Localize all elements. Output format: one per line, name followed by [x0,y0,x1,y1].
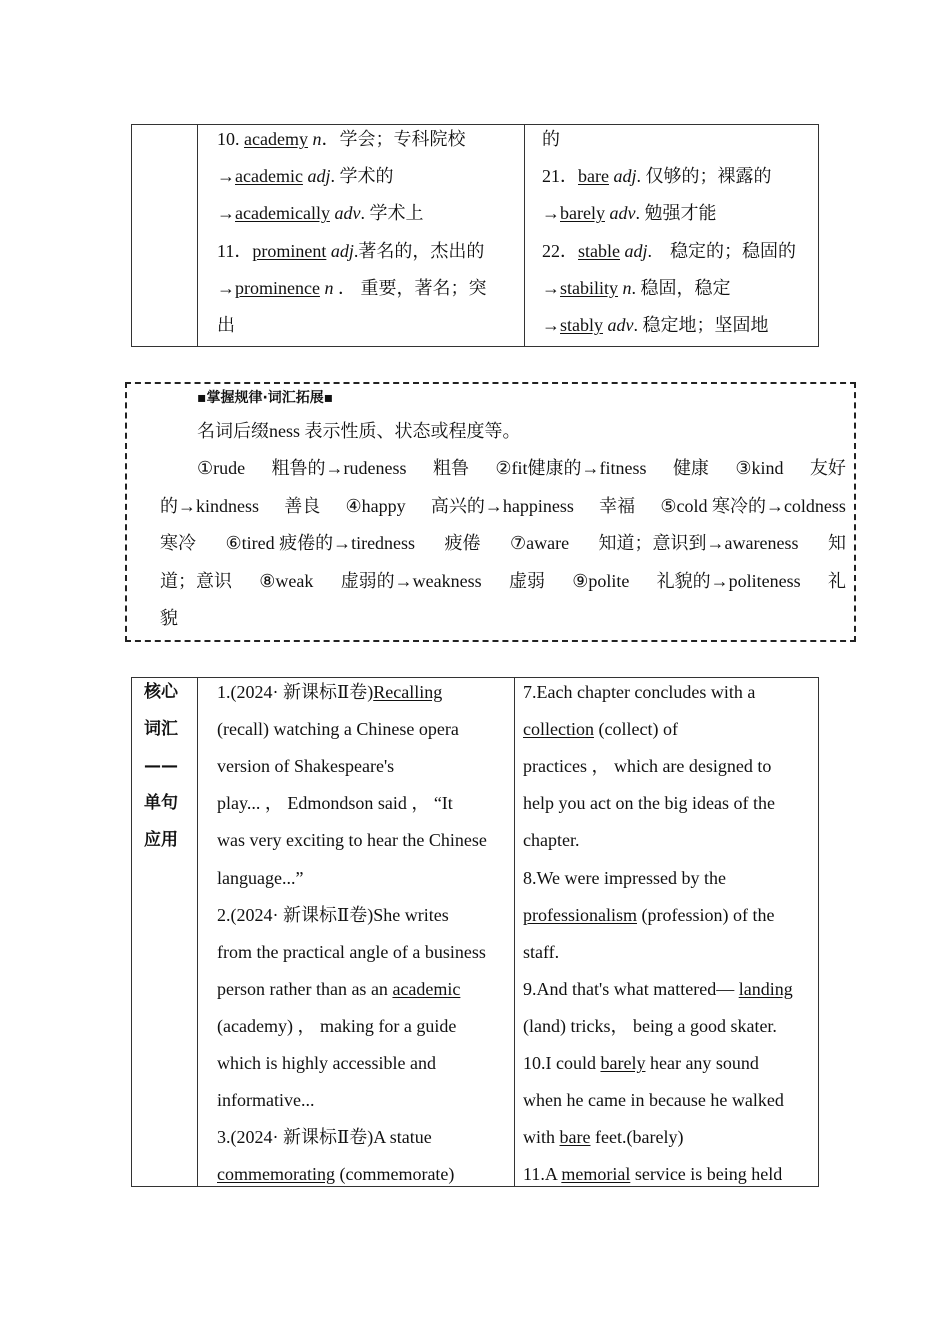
text: (land) tricks， being a good skater. [523,1015,777,1036]
vocab-right-line [542,270,731,307]
rule-box-header: ▪掌握规律·词汇拓展▪ [197,390,334,406]
sentence-table [131,677,819,1187]
text: (profession) of the [637,904,775,925]
text: feet.(barely) [590,1127,684,1148]
part-of-speech: adj [330,240,354,261]
rule-example-item: 貌 [160,608,178,628]
text: which is highly accessible and [217,1053,436,1073]
rule-example-item: 道；意识 [160,570,232,591]
rule-intro: 名词后缀ness 表示性质、状态或程度等。 [197,421,521,441]
sentence-right-line [523,748,771,785]
rule-example-item: ⑥tired 疲倦的→tiredness [225,533,416,553]
vocab-left-line [217,233,484,270]
text: → [217,277,235,298]
text: 9.And that's what mattered— [523,978,739,999]
text: → [542,203,560,224]
rule-example-line [160,563,846,600]
text: service is being held [630,1164,783,1185]
part-of-speech: adj [624,240,648,261]
rule-example-item: 粗鲁 [432,458,469,478]
rule-example-line [160,488,846,525]
sentence-right-line [523,971,793,1008]
sentence-left-line [217,711,459,748]
text: 3.(2024· 新课标Ⅱ卷)A statue [217,1127,432,1148]
category-label: 词汇 [144,719,178,740]
sentence-right-line [523,897,774,934]
sentence-right-line [523,711,678,748]
answer-word: academy [244,129,308,149]
vocab-right-line [542,233,796,270]
part-of-speech: adv [607,315,634,335]
text: 11.A [523,1164,562,1185]
text: practices ， which are designed to [523,756,772,777]
text: chapter. [523,830,580,851]
sentence-left-line [217,785,453,822]
answer-word: prominence [235,277,320,298]
vocab-right-line [542,121,560,158]
answer-word: barely [560,203,605,224]
sentence-right-line [523,822,579,859]
text: 22． [542,240,578,261]
answer-word: prominent [252,240,327,261]
answer-word: academic [392,978,461,999]
category-label: 核心 [144,682,178,702]
part-of-speech: adj [307,166,331,187]
vocab-left-line [217,121,465,158]
vocab-left-line [217,270,486,307]
rule-example-line [197,450,846,487]
text: 1.(2024· 新课标Ⅱ卷) [217,682,374,702]
part-of-speech: n [312,129,322,149]
rule-example-item: 知道；意识到→awareness [598,533,799,553]
text: . 稳固，稳定 [631,277,731,298]
answer-word: bare [559,1127,591,1148]
answer-word: commemorating [217,1164,335,1185]
text: (collect) of [593,719,678,740]
text: was very exciting to hear the Chinese [217,830,487,851]
answer-word: stability [560,277,618,298]
sentence-left-line [217,897,449,934]
text: from the practical angle of a business [217,941,486,962]
text: (commemorate) [334,1164,455,1185]
part-of-speech: adv [334,203,361,224]
rule-example-line [160,525,846,562]
text: → [542,315,560,335]
text: 10.I could [523,1053,601,1073]
rule-example-item: ②fit健康的→fitness [495,458,647,478]
rule-example-item: 粗鲁的→rudeness [271,458,407,478]
part-of-speech: adv [609,203,636,224]
text: 2.(2024· 新课标Ⅱ卷)She writes [217,904,449,925]
sentence-left-line [217,822,487,859]
sentence-left-line [217,1008,456,1045]
text: . 勉强才能 [635,203,717,224]
text: 出 [217,315,235,335]
rule-example-item: ⑦aware [509,533,570,553]
text: hear any sound [645,1053,759,1073]
table-divider [197,125,198,346]
sentence-left-line [217,971,460,1008]
sentence-left-line [217,1082,314,1119]
text: . 稳定地；坚固地 [633,315,769,335]
text: → [542,277,560,298]
rule-example-item: 礼 [827,570,846,591]
text: informative... [217,1090,315,1111]
category-label: 应用 [144,830,178,851]
rule-example-item: ⑨polite [572,570,630,591]
text: . 学术上 [360,203,424,224]
vocab-left-line [217,195,423,232]
answer-word: academic [235,166,303,187]
rule-example-item: 礼貌的→politeness [656,570,801,591]
sentence-left-line [217,860,303,897]
sentence-right-line [523,674,755,711]
text: language...” [217,867,304,888]
rule-example-item: 幸福 [599,495,636,516]
text: when he came in because he walked [523,1090,784,1111]
text: play... ， Edmondson said ， “It [217,793,453,814]
text: ．学会；专科院校 [321,129,466,149]
answer-word: stable [578,240,620,261]
rule-example-item: ④happy [345,495,406,516]
answer-word: landing [738,978,793,999]
answer-word: academically [235,203,330,224]
text: 7.Each chapter concludes with a [523,682,756,702]
answer-word: stably [560,315,603,335]
sentence-right-line [523,934,559,971]
text: → [217,166,235,187]
text: . 稳定的；稳固的 [647,240,797,261]
rule-example-item: 善良 [284,495,321,516]
table-divider [524,125,525,346]
rule-example-line [160,600,846,637]
sentence-left-line [217,1045,436,1082]
category-label: 单句 [144,793,178,814]
category-label: —— [144,756,178,777]
sentence-left-line [217,1156,454,1193]
rule-example-item: 疲倦 [444,533,481,553]
part-of-speech: n [324,277,334,298]
sentence-right-line [523,860,726,897]
text: with [523,1127,560,1148]
part-of-speech: n [622,277,632,298]
text: staff. [523,941,560,962]
rule-example-item: 虚弱 [508,570,545,591]
text: 8.We were impressed by the [523,867,726,888]
table-divider [197,678,198,1186]
vocab-right-line [542,195,716,232]
rule-example-item: ⑧weak [259,570,314,591]
answer-word: memorial [561,1164,631,1185]
rule-example-item: 友好 [809,458,846,478]
rule-example-item: 知 [827,533,846,553]
text: .著名的，杰出的 [353,240,485,261]
answer-word: barely [600,1053,646,1073]
answer-word: bare [578,166,609,187]
text: 的 [542,129,560,149]
sentence-right-line [523,1082,784,1119]
text: 21． [542,166,578,187]
rule-example-item: ③kind [735,458,784,478]
rule-example-item: ①rude [197,458,246,478]
rule-example-item: ⑤cold 寒冷的→coldness [660,495,846,516]
sentence-right-line [523,1156,782,1193]
vocab-table-top [131,124,819,347]
sentence-right-line [523,1045,759,1082]
vocab-left-line [217,158,393,195]
sentence-right-line [523,1119,683,1156]
sentence-left-line [217,674,442,711]
rule-example-item: 的→kindness [160,495,259,516]
text: help you act on the big ideas of the [523,793,775,814]
answer-word: professionalism [523,904,637,925]
answer-word: collection [523,719,594,740]
text: . 学术的 [330,166,394,187]
text: version of Shakespeare's [217,756,395,777]
answer-word: Recalling [373,682,443,702]
rule-example-item: 高兴的→happiness [430,495,574,516]
rule-example-item: 虚弱的→weakness [340,570,482,591]
text: . 仅够的；裸露的 [636,166,772,187]
vocab-left-line [217,307,235,344]
vocab-right-line [542,158,772,195]
part-of-speech: adj [613,166,637,187]
rule-example-item: 寒冷 [160,533,196,553]
rule-example-item: 健康 [672,458,709,478]
text: person rather than as an [217,978,393,999]
table-divider [514,678,515,1186]
vocab-right-line [542,307,769,344]
sentence-left-line [217,934,486,971]
text: → [217,203,235,224]
text: (academy) ， making for a guide [217,1015,457,1036]
sentence-left-line [217,1119,432,1156]
sentence-right-line [523,785,775,822]
text: 11． [217,240,253,261]
text: 10. [217,129,244,149]
sentence-left-line [217,748,394,785]
text: ． 重要，著名；突 [333,277,487,298]
sentence-right-line [523,1008,777,1045]
text: (recall) watching a Chinese opera [217,719,459,740]
